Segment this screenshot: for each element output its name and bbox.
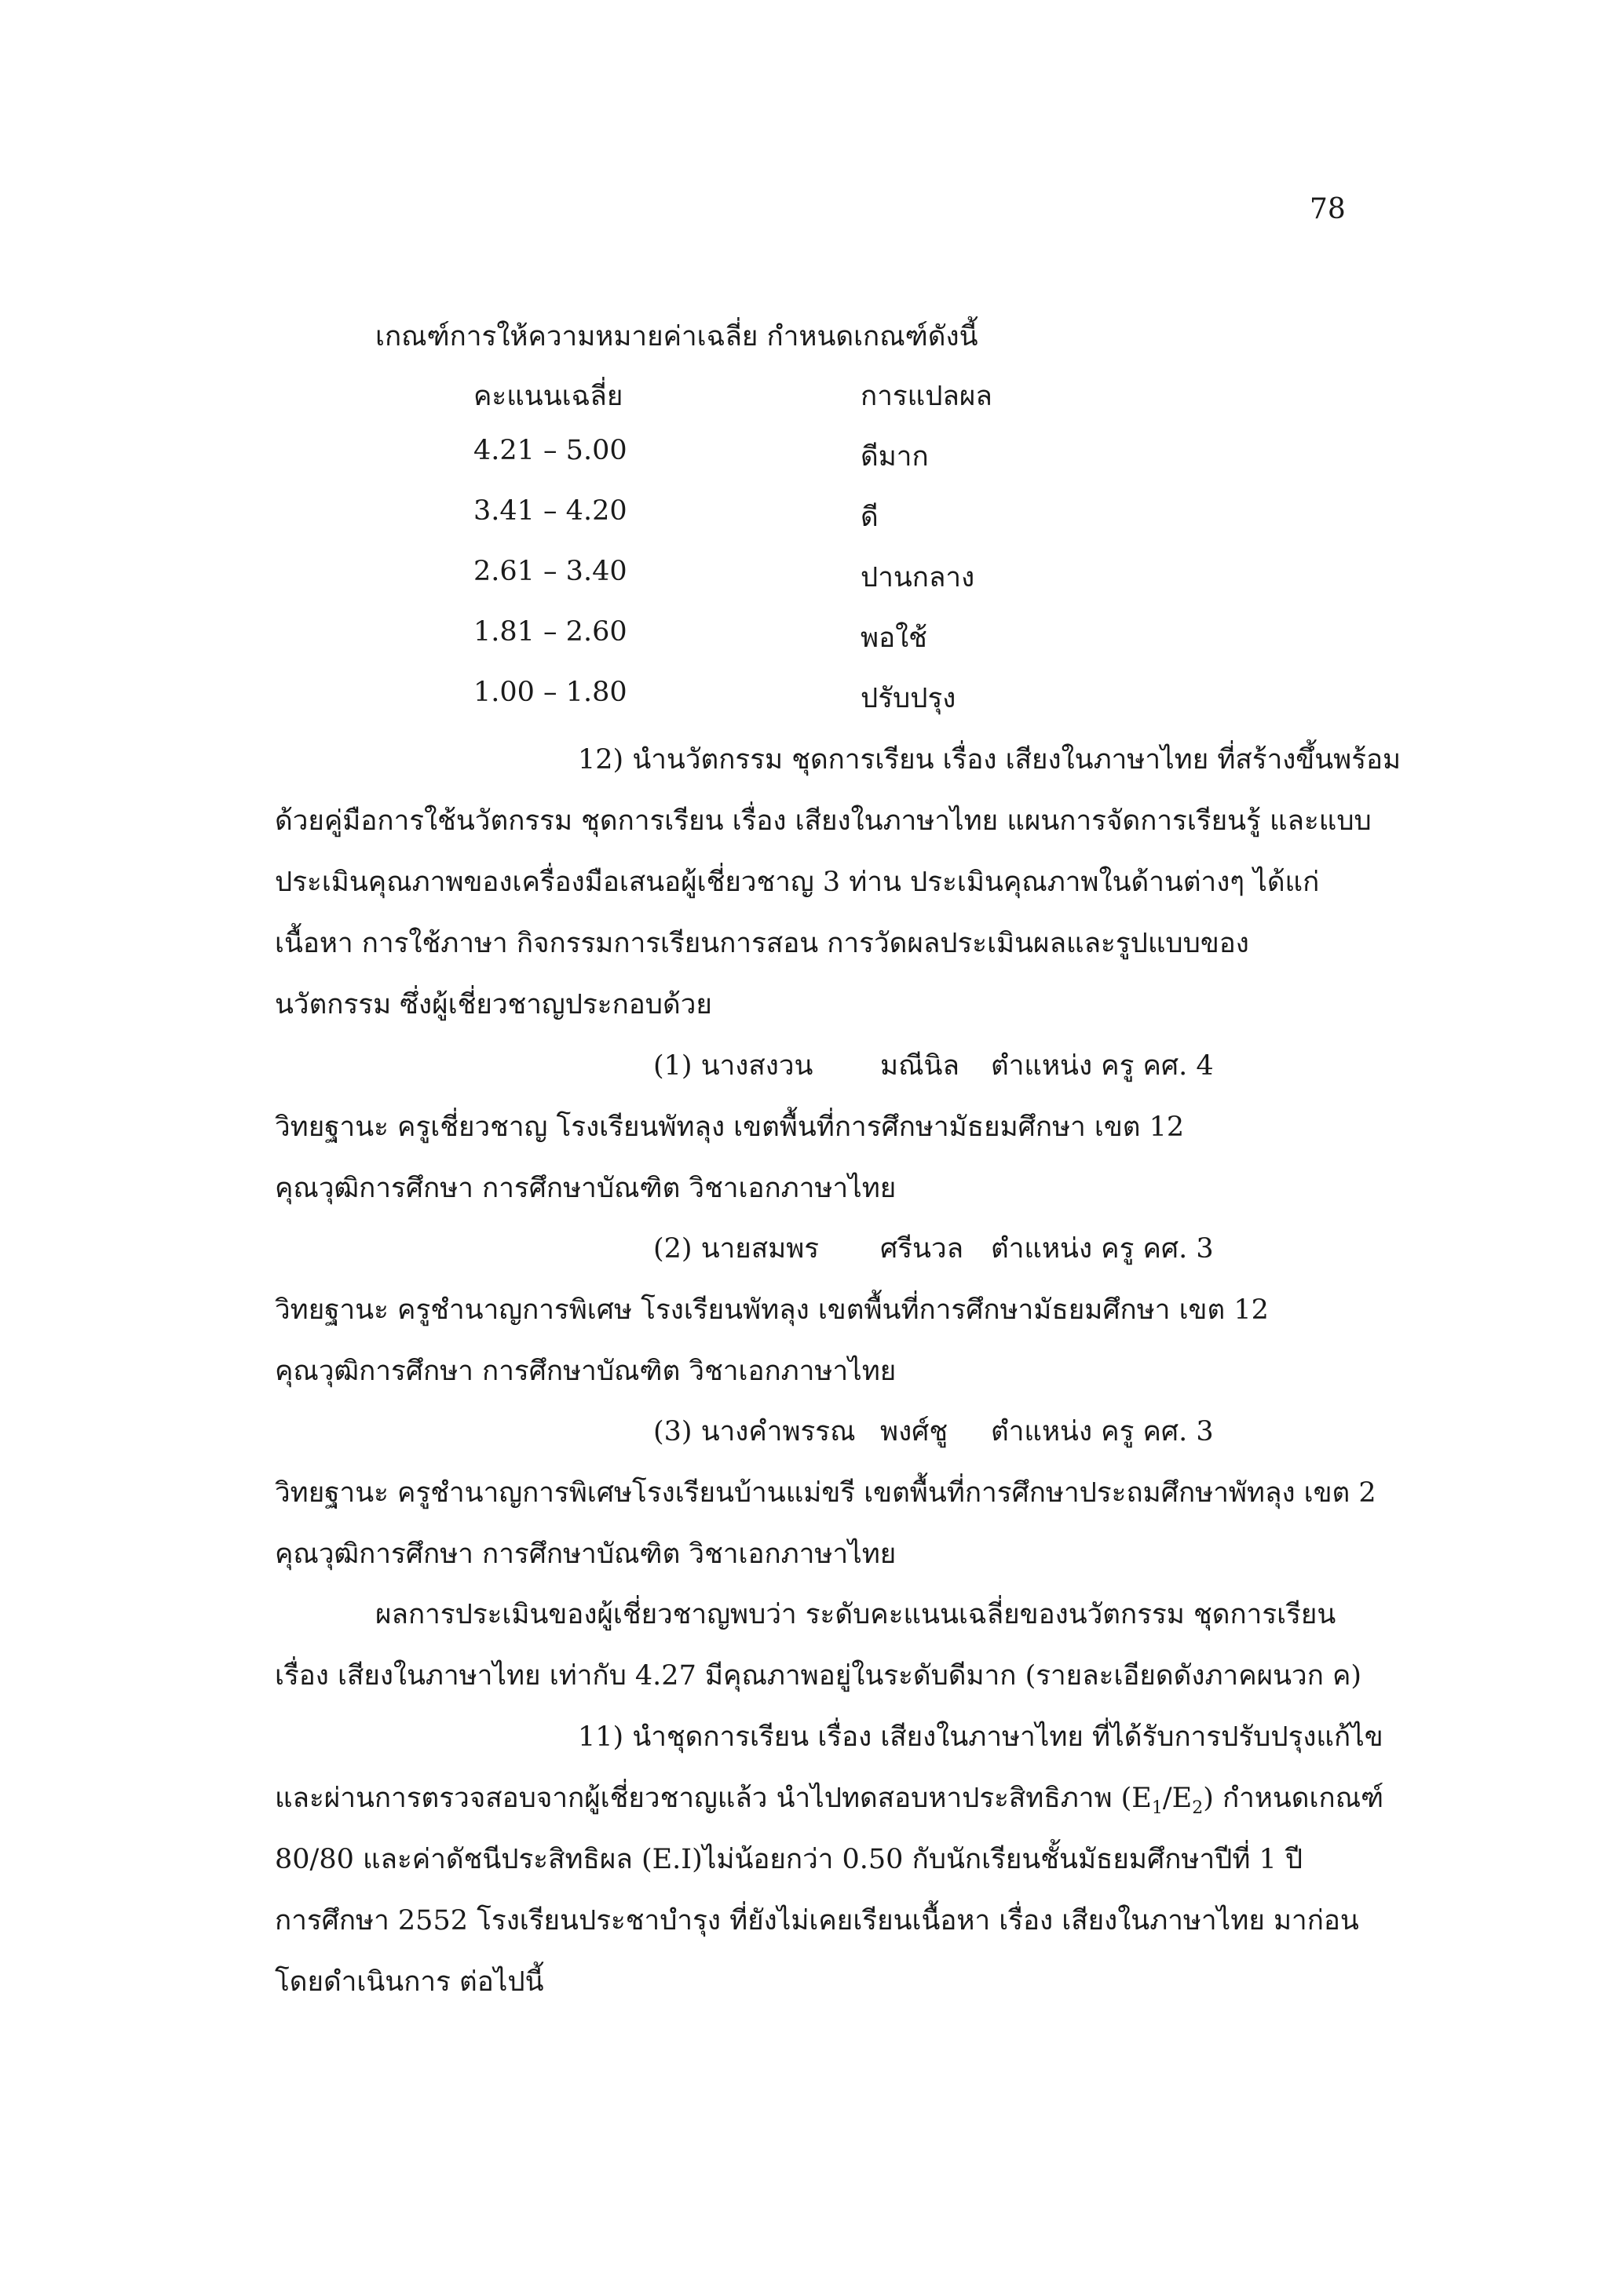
expert-qualification: คุณวุฒิการศึกษา การศึกษาบัณฑิต วิชาเอกภาษาไทย: [275, 1539, 897, 1570]
criteria-table: [473, 374, 1117, 737]
paragraph-line: นวัตกรรม ซึ่งผู้เชี่ยวชาญประกอบด้วย: [275, 989, 712, 1020]
score-meaning: ปรับปรุง: [861, 683, 956, 714]
paragraph-line: ประเมินคุณภาพของเครื่องมือเสนอผู้เชี่ยวชาญ 3 ท่าน ประเมินคุณภาพในด้านต่างๆ ได้แก่: [275, 867, 1320, 898]
expert-qualification: คุณวุฒิการศึกษา การศึกษาบัณฑิต วิชาเอกภาษาไทย: [275, 1356, 897, 1387]
expert-surname: ศรีนวล: [880, 1233, 964, 1265]
expert-title: วิทยฐานะ ครูเชี่ยวชาญ โรงเรียนพัทลุง เขตพื้นที่การศึกษามัธยมศึกษา เขต 12: [275, 1111, 1185, 1143]
score-meaning: ปานกลาง: [861, 562, 975, 593]
paragraph-line: ด้วยคู่มือการใช้นวัตกรรม ชุดการเรียน เรื่อง เสียงในภาษาไทย แผนการจัดการเรียนรู้ และแบบ: [275, 805, 1372, 837]
paragraph-line: เรื่อง เสียงในภาษาไทย เท่ากับ 4.27 มีคุณภาพอยู่ในระดับดีมาก (รายละเอียดดังภาคผนวก ค): [275, 1660, 1362, 1692]
expert-surname: มณีนิล: [880, 1050, 959, 1082]
expert-qualification: คุณวุฒิการศึกษา การศึกษาบัณฑิต วิชาเอกภาษาไทย: [275, 1173, 897, 1204]
table-row: [473, 435, 1117, 495]
header-meaning: การแปลผล: [861, 381, 992, 412]
table-row: [473, 616, 1117, 677]
paragraph-line: 11) นำชุดการเรียน เรื่อง เสียงในภาษาไทย ที่ได้รับการปรับปรุงแก้ไข: [578, 1721, 1383, 1753]
paragraph-line: การศึกษา 2552 โรงเรียนประชาบำรุง ที่ยังไม่เคยเรียนเนื้อหา เรื่อง เสียงในภาษาไทย มาก่อน: [275, 1905, 1359, 1936]
table-header-row: [473, 374, 1117, 435]
score-range: 1.81 – 2.60: [473, 616, 627, 648]
expert-title: วิทยฐานะ ครูชำนาญการพิเศษ โรงเรียนพัทลุง เขตพื้นที่การศึกษามัธยมศึกษา เขต 12: [275, 1294, 1269, 1326]
page-number: 78: [1310, 193, 1346, 225]
table-row: [473, 556, 1117, 616]
score-range: 3.41 – 4.20: [473, 495, 627, 527]
expert-name: (2) นายสมพร: [653, 1233, 820, 1265]
paragraph-line-efficiency: และผ่านการตรวจสอบจากผู้เชี่ยวชาญแล้ว นำไปทดสอบหาประสิทธิภาพ $(E_1/E_2)$ กำหนดเกณฑ์: [275, 1783, 1384, 1818]
score-range: 2.61 – 3.40: [473, 556, 627, 587]
expert-surname: พงศ์ชู: [880, 1416, 948, 1447]
table-row: [473, 495, 1117, 556]
table-row: [473, 677, 1117, 737]
expert-title: วิทยฐานะ ครูชำนาญการพิเศษโรงเรียนบ้านแม่ขรี เขตพื้นที่การศึกษาประถมศึกษาพัทลุง เขต 2: [275, 1477, 1376, 1509]
score-range: 4.21 – 5.00: [473, 435, 627, 466]
score-meaning: พอใช้: [861, 622, 927, 654]
score-range: 1.00 – 1.80: [473, 677, 627, 708]
score-meaning: ดีมาก: [861, 441, 929, 473]
expert-position: ตำแหน่ง ครู คศ. 4: [991, 1050, 1214, 1082]
paragraph-line: 80/80 และค่าดัชนีประสิทธิผล (E.I)ไม่น้อยกว่า 0.50 กับนักเรียนชั้นมัธยมศึกษาปีที่ 1 ปี: [275, 1844, 1303, 1875]
expert-name: (3) นางคำพรรณ: [653, 1416, 856, 1447]
paragraph-line: เนื้อหา การใช้ภาษา กิจกรรมการเรียนการสอน การวัดผลประเมินผลและรูปแบบของ: [275, 928, 1249, 959]
paragraph-line: โดยดำเนินการ ต่อไปนี้: [275, 1966, 544, 1998]
paragraph-line: ผลการประเมินของผู้เชี่ยวชาญพบว่า ระดับคะแนนเฉลี่ยของนวัตกรรม ชุดการเรียน: [375, 1599, 1336, 1630]
expert-position: ตำแหน่ง ครู คศ. 3: [991, 1233, 1214, 1265]
header-score: คะแนนเฉลี่ย: [473, 381, 623, 412]
expert-name: (1) นางสงวน: [653, 1050, 813, 1082]
paragraph-line: 12) นำนวัตกรรม ชุดการเรียน เรื่อง เสียงในภาษาไทย ที่สร้างขึ้นพร้อม: [578, 744, 1402, 776]
score-meaning: ดี: [861, 502, 879, 533]
criteria-title: เกณฑ์การให้ความหมายค่าเฉลี่ย กำหนดเกณฑ์ดังนี้: [375, 321, 978, 352]
expert-position: ตำแหน่ง ครู คศ. 3: [991, 1416, 1214, 1447]
